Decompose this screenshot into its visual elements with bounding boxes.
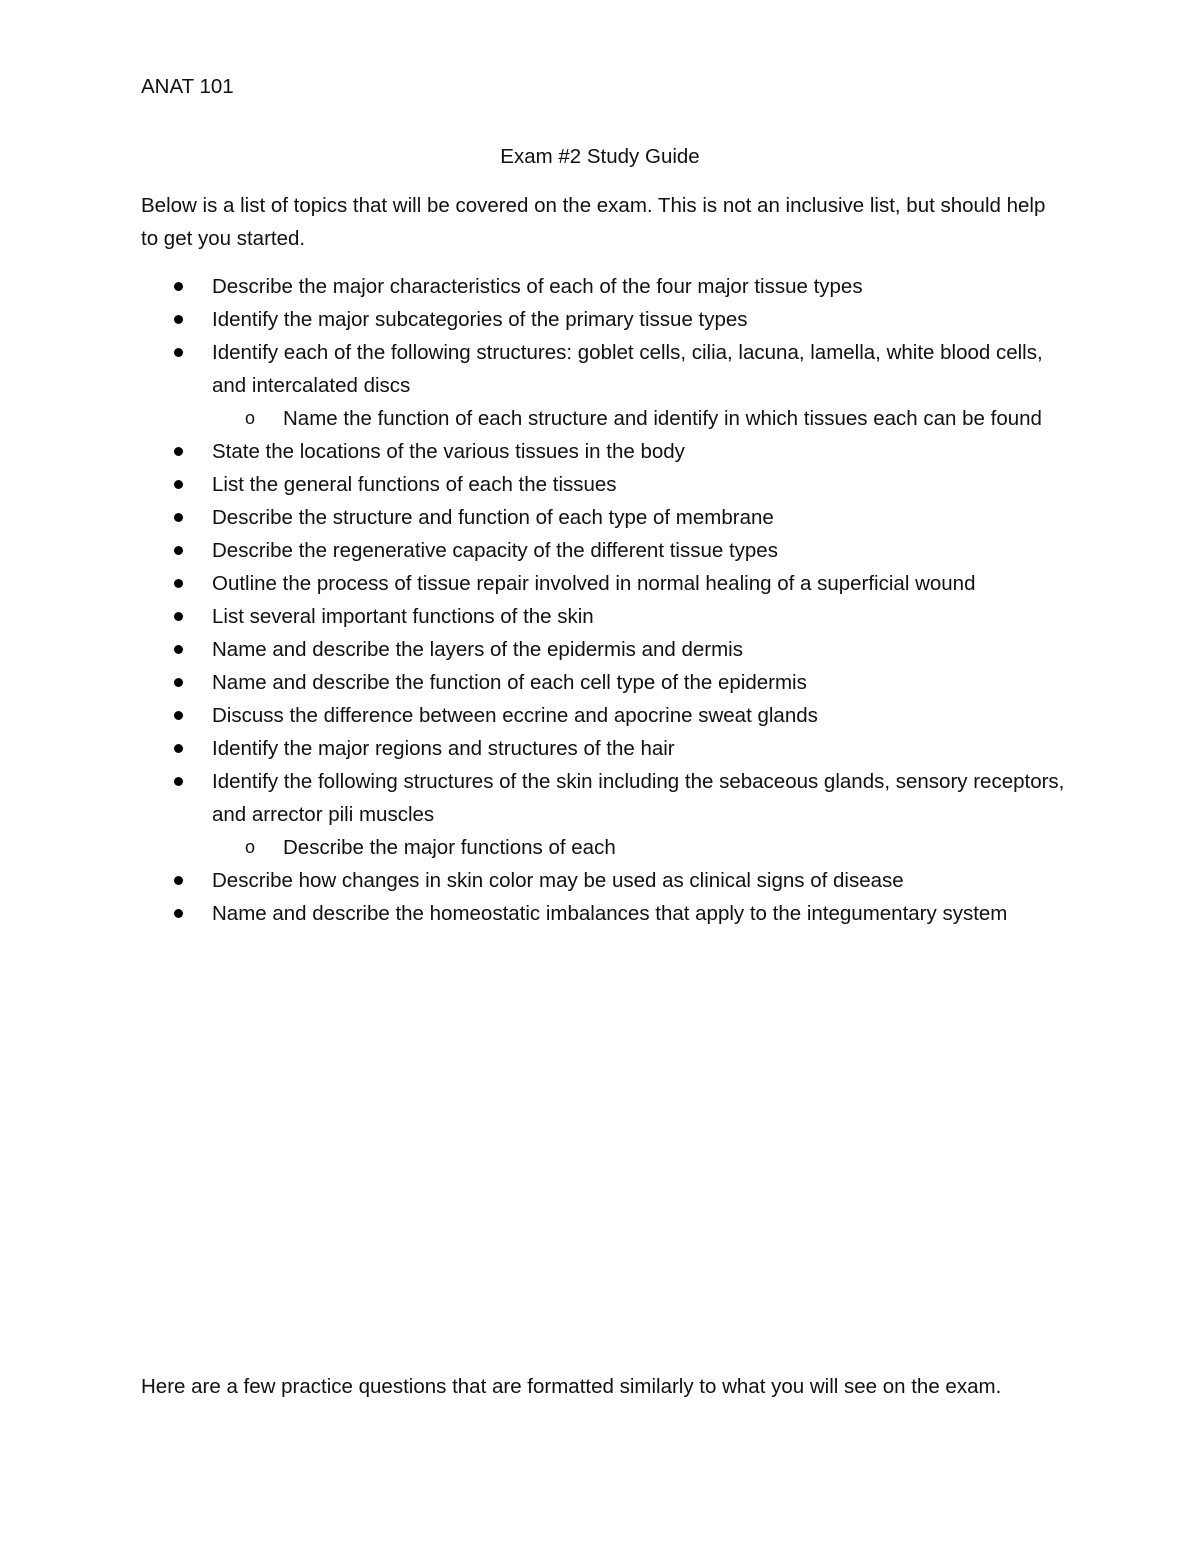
- topic-item: [141, 633, 1071, 666]
- topic-text: Identify the major regions and structures of the hair: [212, 737, 675, 760]
- bullet-icon: [174, 513, 183, 522]
- topic-item: [141, 270, 1071, 303]
- topic-text: Discuss the difference between eccrine and apocrine sweat glands: [212, 704, 818, 727]
- bullet-icon: [174, 777, 183, 786]
- bullet-icon: [174, 315, 183, 324]
- topic-item: [141, 468, 1071, 501]
- topic-text: Describe the structure and function of each type of membrane: [212, 506, 774, 529]
- bullet-icon: [174, 348, 183, 357]
- topic-item: [141, 897, 1071, 930]
- topic-text: Describe the major characteristics of each of the four major tissue types: [212, 275, 863, 298]
- topic-item: [141, 732, 1071, 765]
- document-title: Exam #2 Study Guide: [500, 145, 700, 168]
- topic-item: [141, 699, 1071, 732]
- subtopic-text: Name the function of each structure and identify in which tissues each can be found: [283, 407, 1042, 430]
- bullet-icon: [174, 546, 183, 555]
- topic-text: Identify each of the following structures: goblet cells, cilia, lacuna, lamella, white blood cells, and intercalated discs: [212, 341, 1043, 397]
- subtopic-text: Describe the major functions of each: [283, 836, 616, 859]
- subtopic-list: [212, 831, 1071, 864]
- bullet-icon: [174, 480, 183, 489]
- practice-questions-intro: Here are a few practice questions that are formatted similarly to what you will see on the exam.: [141, 1375, 1002, 1398]
- topic-text: Name and describe the homeostatic imbalances that apply to the integumentary system: [212, 902, 1008, 925]
- topic-text: Describe how changes in skin color may be used as clinical signs of disease: [212, 869, 904, 892]
- bullet-icon: [174, 744, 183, 753]
- topic-item: [141, 303, 1071, 336]
- bullet-icon: [174, 711, 183, 720]
- bullet-icon: [174, 645, 183, 654]
- bullet-icon: [174, 876, 183, 885]
- topic-text: Describe the regenerative capacity of the different tissue types: [212, 539, 778, 562]
- topic-item: [141, 501, 1071, 534]
- intro-paragraph: Below is a list of topics that will be covered on the exam. This is not an inclusive list, but should help to get you started.: [141, 194, 1046, 250]
- bullet-icon: [174, 909, 183, 918]
- subtopic-item: [212, 402, 1071, 435]
- bullet-icon: [174, 579, 183, 588]
- topic-text: State the locations of the various tissues in the body: [212, 440, 685, 463]
- topic-item: [141, 435, 1071, 468]
- topic-text: Identify the following structures of the skin including the sebaceous glands, sensory receptors, and arrector pili muscles: [212, 770, 1065, 826]
- topic-item: [141, 600, 1071, 633]
- topic-text: Name and describe the layers of the epidermis and dermis: [212, 638, 743, 661]
- topic-text: List the general functions of each the tissues: [212, 473, 617, 496]
- topic-item: [141, 864, 1071, 897]
- topic-text: Name and describe the function of each cell type of the epidermis: [212, 671, 807, 694]
- subtopic-list: [212, 402, 1071, 435]
- topic-item: [141, 666, 1071, 699]
- topic-text: Outline the process of tissue repair involved in normal healing of a superficial wound: [212, 572, 976, 595]
- bullet-icon: [174, 678, 183, 687]
- topic-list: [141, 270, 1071, 930]
- bullet-icon: [174, 612, 183, 621]
- bullet-icon: [174, 282, 183, 291]
- topic-item: [141, 765, 1071, 864]
- topic-text: Identify the major subcategories of the primary tissue types: [212, 308, 748, 331]
- subtopic-item: [212, 831, 1071, 864]
- circle-bullet-icon: o: [245, 837, 256, 857]
- circle-bullet-icon: o: [245, 408, 256, 428]
- topic-item: [141, 567, 1071, 600]
- bullet-icon: [174, 447, 183, 456]
- topic-text: List several important functions of the skin: [212, 605, 594, 628]
- course-code: ANAT 101: [141, 75, 234, 98]
- topic-item: [141, 534, 1071, 567]
- topic-item: [141, 336, 1071, 435]
